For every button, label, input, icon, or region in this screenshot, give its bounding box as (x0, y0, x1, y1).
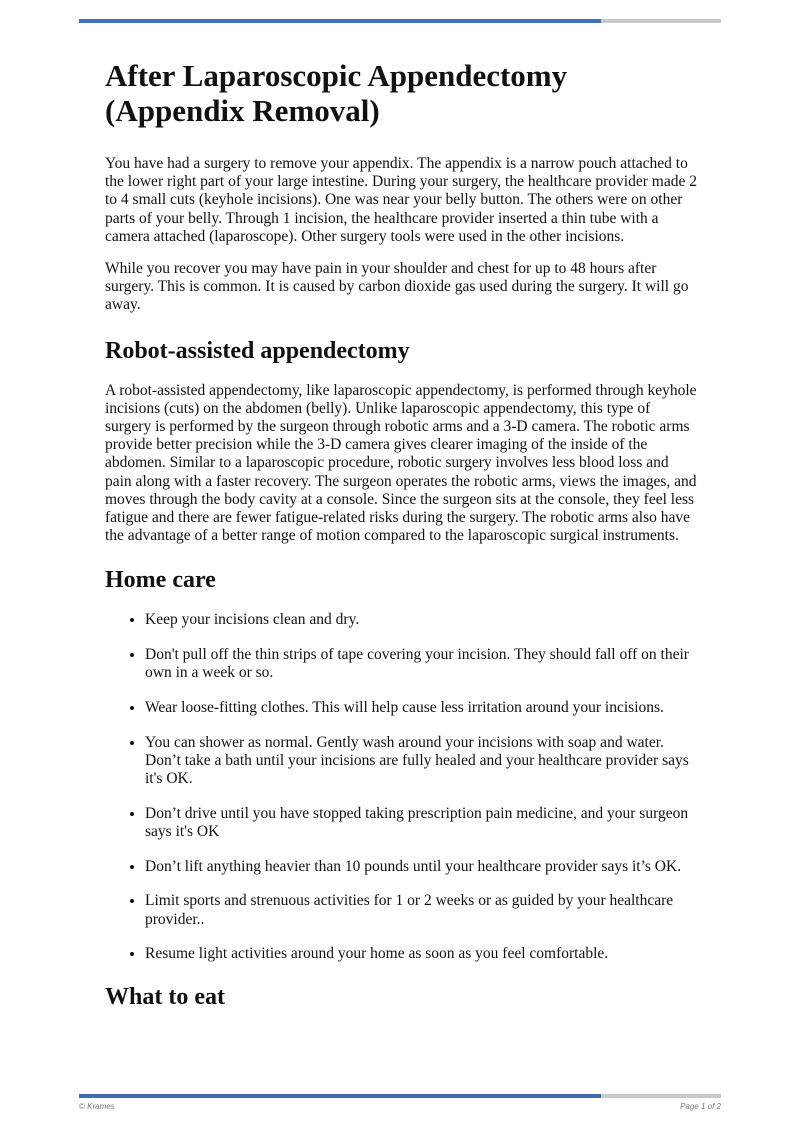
section-heading-robot-assisted: Robot-assisted appendectomy (105, 337, 410, 364)
list-item: • Don't pull off the thin strips of tape covering your incision. They should fall off on their own in a week or so. (145, 646, 697, 682)
section-paragraph: A robot-assisted appendectomy, like laparoscopic appendectomy, is performed through keyhole incisions (cuts) on the abdomen (belly). Unlike laparoscopic appendectomy, this type of surgery is performed by the surgeon through robotic arms and a 3-D camera. The robotic arms provide better precision while the 3-D camera gives clearer imaging of the inside of the abdomen. Similar to a laparoscopic procedure, robotic surgery involves less blood loss and pain along with a faster recovery. The surgeon operates the robotic arms, views the images, and moves through the body cavity at a console. Since the surgeon sits at the console, they feel less fatigue and there are fewer fatigue-related risks during the surgery. The robotic arms also have the advantage of a better range of motion compared to the laparoscopic surgical instruments. (105, 381, 697, 545)
document-body (105, 58, 697, 1028)
list-item: • Don’t drive until you have stopped taking prescription pain medicine, and your surgeon says it's OK (145, 805, 697, 841)
intro-paragraph: You have had a surgery to remove your appendix. The appendix is a narrow pouch attached to the lower right part of your large intestine. During your surgery, the healthcare provider made 2 to 4 small cuts (keyhole incisions). One was near your belly button. The others were on other parts of your belly. Through 1 incision, the healthcare provider inserted a thin tube with a camera attached (laparoscope). Other surgery tools were used in the other incisions. (105, 155, 697, 245)
list-item: • Wear loose-fitting clothes. This will help cause less irritation around your incisions. (145, 699, 697, 717)
intro-paragraph: While you recover you may have pain in your shoulder and chest for up to 48 hours after surgery. This is common. It is caused by carbon dioxide gas used during the surgery. It will go away. (105, 260, 689, 314)
list-item: • Don’t lift anything heavier than 10 pounds until your healthcare provider says it’s OK. (145, 858, 697, 876)
footer-page-indicator: Page 1 of 2 (680, 1102, 721, 1111)
footer-rule (79, 1094, 721, 1098)
list-item: • Resume light activities around your home as soon as you feel comfortable. (145, 945, 697, 963)
footer-rule-accent (79, 1094, 601, 1098)
header-rule-accent (79, 19, 601, 23)
list-item: • You can shower as normal. Gently wash around your incisions with soap and water. Don’t take a bath until your incisions are fully healed and your healthcare provider says it's OK. (145, 734, 697, 789)
section-heading-what-to-eat: What to eat (105, 983, 225, 1010)
page-title: After Laparoscopic Appendectomy (Appendix Removal) (105, 58, 568, 128)
home-care-list (105, 611, 697, 963)
footer-copyright: © Krames (79, 1102, 115, 1111)
list-item: • Limit sports and strenuous activities for 1 or 2 weeks or as guided by your healthcare provider.. (145, 892, 697, 928)
list-item: • Keep your incisions clean and dry. (145, 611, 697, 629)
header-rule (79, 19, 721, 23)
section-heading-home-care: Home care (105, 567, 216, 594)
